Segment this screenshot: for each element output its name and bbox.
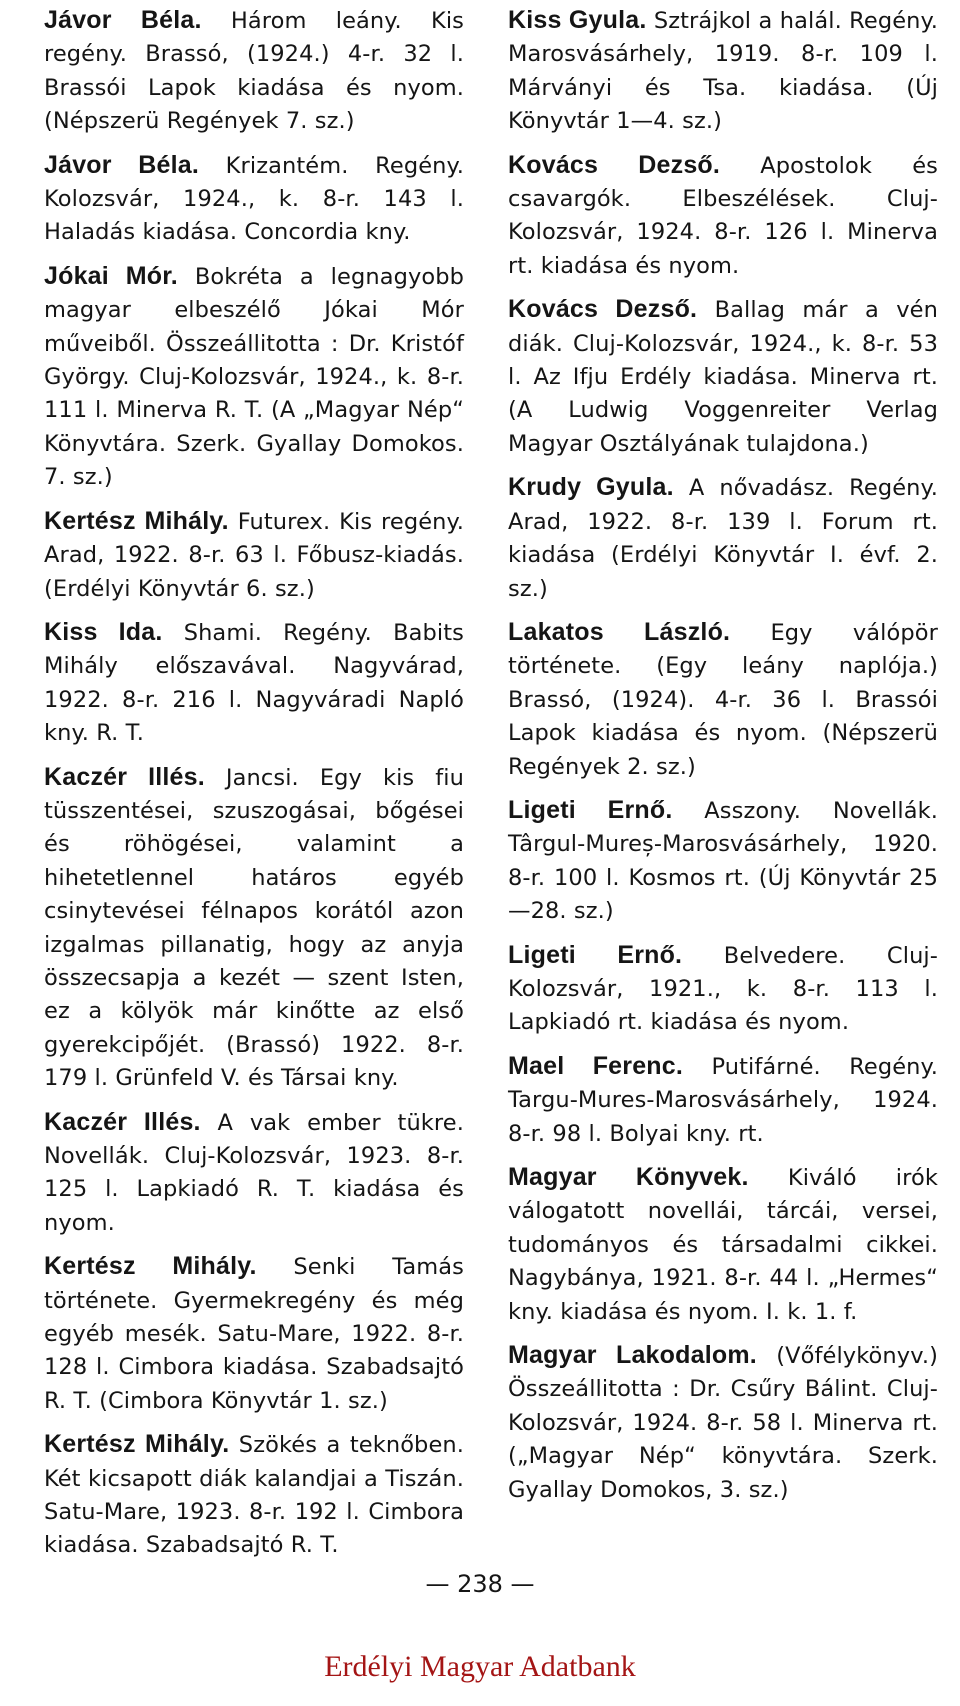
entry-author: Ligeti Ernő.: [508, 940, 683, 969]
entry-text: Futurex. Kis regény. Arad, 1922. 8-r. 63 l. Főbusz-kiadás. (Erdélyi Könyvtár 6. sz.): [44, 508, 464, 602]
entry-author: Kaczér Illés.: [44, 1107, 201, 1136]
bibliography-entry: [508, 4, 938, 139]
bibliography-entry: [44, 761, 464, 1096]
entry-text: Belvedere. Cluj-Kolozsvár, 1921., k. 8-r. 113 l. Lapkiadó rt. kiadása és nyom.: [508, 942, 938, 1036]
entry-author: Kertész Mihály.: [44, 1430, 230, 1459]
entry-author: Mael Ferenc.: [508, 1051, 684, 1080]
watermark: Erdélyi Magyar Adatbank: [324, 1650, 636, 1683]
bibliography-entry: [44, 1250, 464, 1418]
entry-author: Jókai Mór.: [44, 261, 178, 290]
entry-author: Kovács Dezső.: [508, 295, 698, 324]
bibliography-entry: [508, 616, 938, 784]
bibliography-entry: [44, 1428, 464, 1563]
bibliography-entry: [508, 794, 938, 929]
entry-text: Szökés a teknőben. Két kicsapott diák kalandjai a Tiszán. Satu-Mare, 1923. 8-r. 192 l. Cimbora kiadása. Szabadsajtó R. T.: [44, 1432, 464, 1559]
entry-text: Jancsi. Egy kis fiu tüsszentései, szuszogásai, bőgései és röhögései, valamint a hihetetlennel határos egyéb csinytevései félnapos korától azon izgalmas pillanatig, hogy az anyja összecsapja a kezét — szent Isten, ez a kölyök már kinőtte az első gyerekcipőjét. (Brassó) 1922. 8-r. 179 l. Grünfeld V. és Társai kny.: [44, 764, 464, 1092]
bibliography-entry: [44, 149, 464, 250]
entry-text: Sztrájkol a halál. Regény. Marosvásárhely, 1919. 8-r. 109 l. Márványi és Tsa. kiadása. (Új Könyvtár 1—4. sz.): [508, 8, 938, 135]
entry-author: Lakatos László.: [508, 617, 731, 646]
bibliography-entry: [508, 939, 938, 1040]
entry-author: Jávor Béla.: [44, 6, 202, 34]
bibliography-entry: [508, 1161, 938, 1329]
bibliography-entry: [44, 505, 464, 606]
entry-text: Krizantém. Regény. Kolozsvár, 1924., k. 8-r. 143 l. Haladás kiadása. Concordia kny.: [44, 152, 464, 246]
entry-author: Kaczér Illés.: [44, 762, 205, 791]
entry-author: Kovács Dezső.: [508, 150, 721, 179]
bibliography-entry: [508, 471, 938, 606]
bibliography-entry: [44, 260, 464, 495]
page-number: — 238 —: [425, 1570, 535, 1598]
entry-text: A vak ember tükre. Novellák. Cluj-Kolozsvár, 1923. 8-r. 125 l. Lapkiadó R. T. kiadása és nyom.: [44, 1109, 464, 1236]
entry-author: Jávor Béla.: [44, 150, 200, 179]
entry-text: Egy válópör története. (Egy leány naplója.) Brassó, (1924). 4-r. 36 l. Brassói Lapok kiadása és nyom. (Népszerü Regények 2. sz.): [508, 619, 938, 780]
entry-author: Magyar Lakodalom.: [508, 1341, 757, 1370]
entry-text: Putifárné. Regény. Targu-Mures-Marosvásárhely, 1924. 8-r. 98 l. Bolyai kny. rt.: [508, 1053, 939, 1147]
entry-text: Három leány. Kis regény. Brassó, (1924.) 4-r. 32 l. Brassói Lapok kiadása és nyom. (Népszerü Regények 7. sz.): [44, 8, 464, 135]
right-column: [508, 4, 938, 1517]
entry-text: Apostolok és csavargók. Elbeszélések. Cluj-Kolozsvár, 1924. 8-r. 126 l. Minerva rt. kiadása és nyom.: [508, 152, 938, 279]
entry-author: Kertész Mihály.: [44, 1252, 257, 1281]
bibliography-entry: [508, 1339, 938, 1507]
entry-text: (Vőfélykönyv.) Összeállitotta : Dr. Csűry Bálint. Cluj-Kolozsvár, 1924. 8-r. 58 l. Minerva rt. („Magyar Nép“ könyvtára. Szerk. Gyallay Domokos, 3. sz.): [508, 1343, 938, 1503]
entry-text: Asszony. Novellák. Târgul-Mureș-Marosvásárhely, 1920. 8-r. 100 l. Kosmos rt. (Új Könyvtár 25—28. sz.): [508, 797, 938, 925]
entry-author: Ligeti Ernő.: [508, 795, 673, 824]
entry-author: Magyar Könyvek.: [508, 1163, 749, 1191]
entry-text: Kiváló irók válogatott novellái, tárcái, versei, tudományos és társadalmi cikkei. Nagybánya, 1921. 8-r. 44 l. „Hermes“ kny. kiadása és nyom. I. k. 1. f.: [508, 1165, 939, 1325]
bibliography-entry: [508, 149, 938, 284]
entry-text: Shami. Regény. Babits Mihály előszavával. Nagyvárad, 1922. 8-r. 216 l. Nagyváradi Napló kny. R. T.: [44, 619, 464, 747]
bibliography-entry: [508, 1050, 938, 1151]
bibliography-entry: [44, 1106, 464, 1241]
bibliography-entry: [44, 4, 464, 139]
entry-author: Kiss Ida.: [44, 617, 163, 646]
bibliography-entry: [44, 616, 464, 751]
entry-text: Senki Tamás története. Gyermekregény és még egyéb mesék. Satu-Mare, 1922. 8-r. 128 l. Cimbora kiadása. Szabadsajtó R. T. (Cimbora Könyvtár 1. sz.): [44, 1254, 465, 1414]
entry-text: Ballag már a vén diák. Cluj-Kolozsvár, 1924., k. 8-r. 53 l. Az Ifju Erdély kiadása. Minerva rt. (A Ludwig Voggenreiter Verlag Magyar Osztályának tulajdona.): [508, 297, 938, 457]
entry-author: Kiss Gyula.: [508, 6, 647, 34]
entry-text: Bokréta a legnagyobb magyar elbeszélő Jókai Mór műveiből. Összeállitotta : Dr. Kristóf György. Cluj-Kolozsvár, 1924., k. 8-r. 111 l. Minerva R. T. (A „Magyar Nép“ Könyvtára. Szerk. Gyallay Domokos. 7. sz.): [44, 263, 465, 491]
entry-author: Kertész Mihály.: [44, 506, 229, 535]
bibliography-entry: [508, 293, 938, 461]
entry-author: Krudy Gyula.: [508, 473, 674, 502]
entry-text: A nővadász. Regény. Arad, 1922. 8-r. 139 l. Forum rt. kiadása (Erdélyi Könyvtár I. évf. 2. sz.): [508, 475, 938, 602]
left-column: [44, 4, 464, 1573]
